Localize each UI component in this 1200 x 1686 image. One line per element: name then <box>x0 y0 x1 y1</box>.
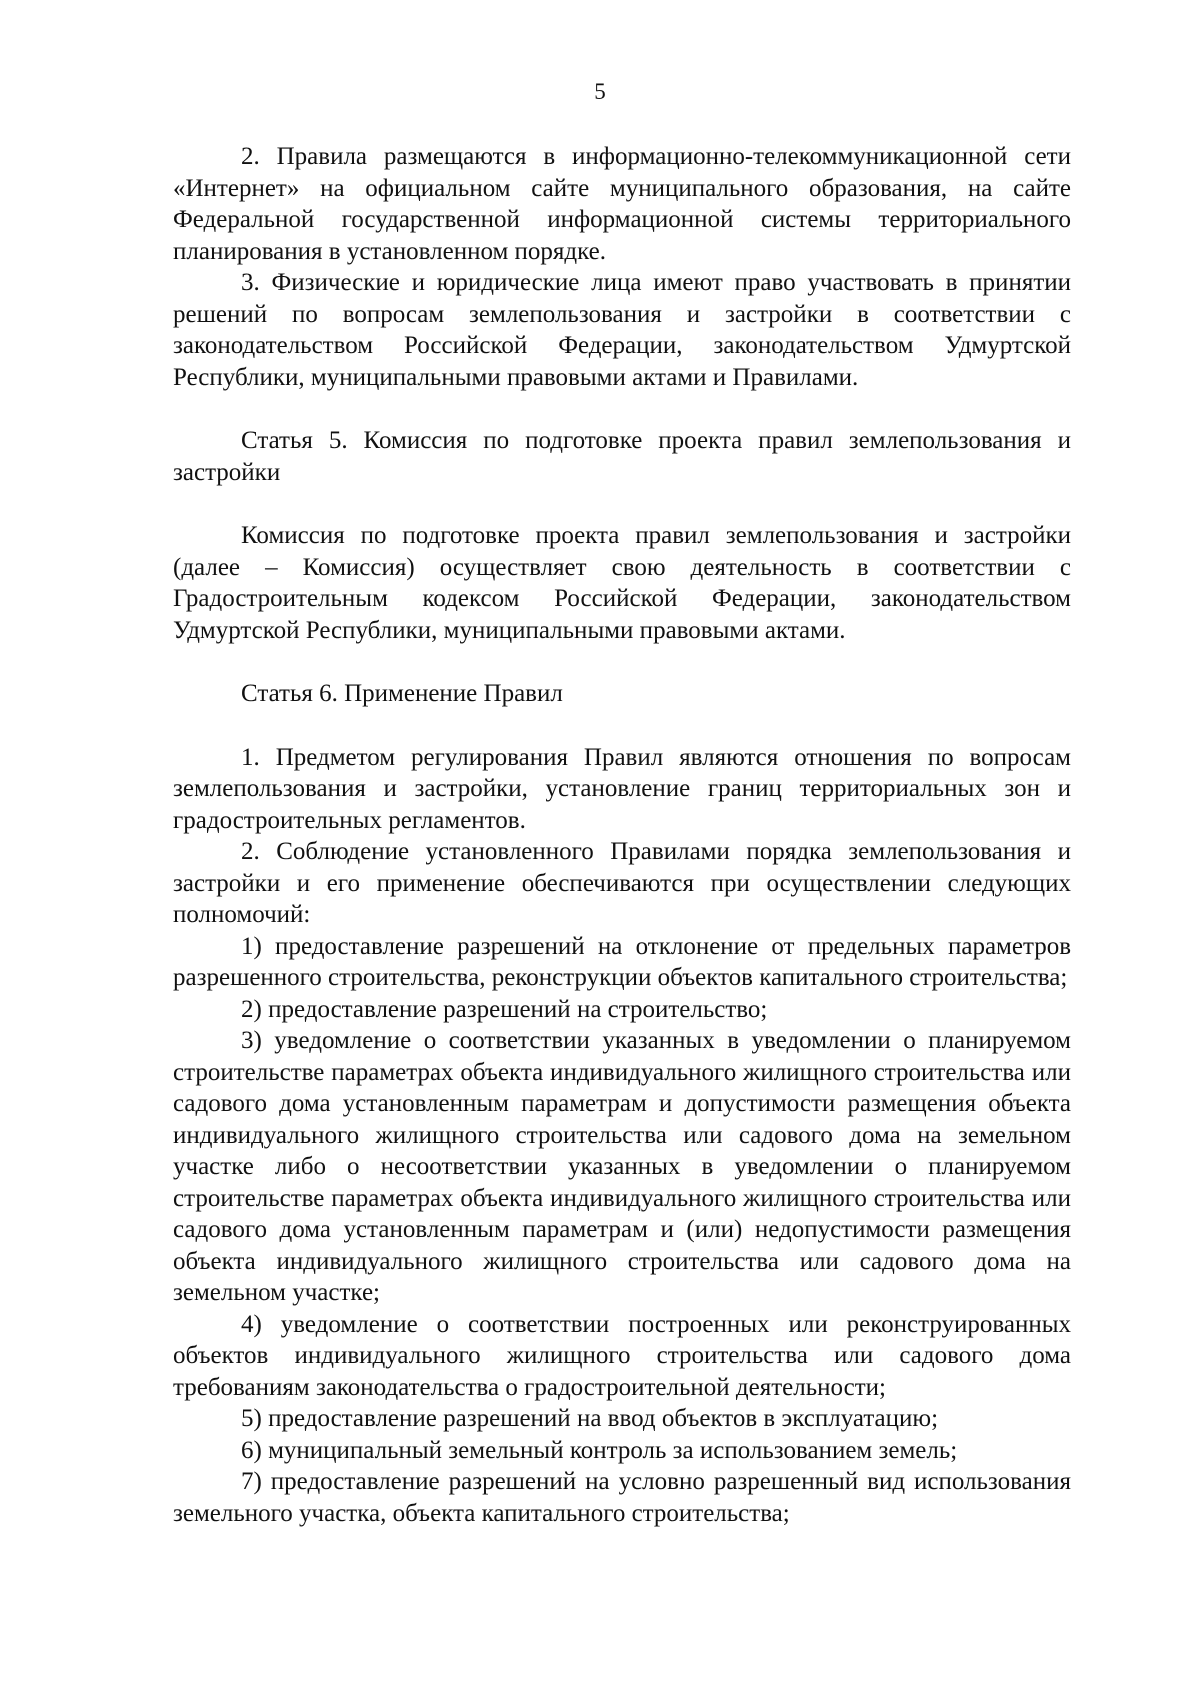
page-number: 5 <box>594 79 606 104</box>
list-item: 3) уведомление о соответствии указанных в уведомлении о планируемом строительстве параметрах объекта индивидуального жилищного строительства или садового дома установленным параметрам и допустимости размещения объекта индивидуального жилищного строительства или садового дома на земельном участке либо о несоответствии указанных в уведомлении о планируемом строительстве параметрах объекта индивидуального жилищного строительства или садового дома установленным параметрам и (или) недопустимости размещения объекта индивидуального жилищного строительства или садового дома на земельном участке; <box>173 1027 1071 1306</box>
list-item: 7) предоставление разрешений на условно разрешенный вид использования земельного участка, объекта капитального строительства; <box>173 1468 1071 1527</box>
document-body <box>173 141 1071 1529</box>
article-5-text: Комиссия по подготовке проекта правил землепользования и застройки (далее – Комиссия) осуществляет свою деятельность в соответствии с Градостроительным кодексом Российской Федерации, законодательством Удмуртской Республики, муниципальными правовыми актами. <box>173 522 1071 644</box>
list-item: 6) муниципальный земельный контроль за использованием земель; <box>241 1436 958 1464</box>
list-item: 4) уведомление о соответствии построенных или реконструированных объектов индивидуального жилищного строительства или садового дома требованиям законодательства о градостроительной деятельности; <box>173 1310 1071 1401</box>
paragraph: 3. Физические и юридические лица имеют право участвовать в принятии решений по вопросам землепользования и застройки в соответствии с законодательством Российской Федерации, законодательством Удмуртской Республики, муниципальными правовыми актами и Правилами. <box>173 269 1071 391</box>
list-item: 1) предоставление разрешений на отклонение от предельных параметров разрешенного строительства, реконструкции объектов капитального строительства; <box>173 932 1071 991</box>
list-item: 5) предоставление разрешений на ввод объектов в эксплуатацию; <box>241 1405 939 1432</box>
article-6-paragraph: 1. Предметом регулирования Правил являются отношения по вопросам землепользования и застройки, установление границ территориальных зон и градостроительных регламентов. <box>173 743 1071 834</box>
article-6-heading: Статья 6. Применение Правил <box>241 680 563 707</box>
list-item: 2) предоставление разрешений на строительство; <box>241 995 768 1023</box>
article-6-paragraph: 2. Соблюдение установленного Правилами порядка землепользования и застройки и его применение обеспечиваются при осуществлении следующих полномочий: <box>173 838 1071 928</box>
paragraph: 2. Правила размещаются в информационно-телекоммуникационной сети «Интернет» на официальном сайте муниципального образования, на сайте Федеральной государственной информационной системы территориального планирования в установленном порядке. <box>173 143 1071 265</box>
article-5-heading: Статья 5. Комиссия по подготовке проекта правил землепользования и застройки <box>173 427 1071 486</box>
